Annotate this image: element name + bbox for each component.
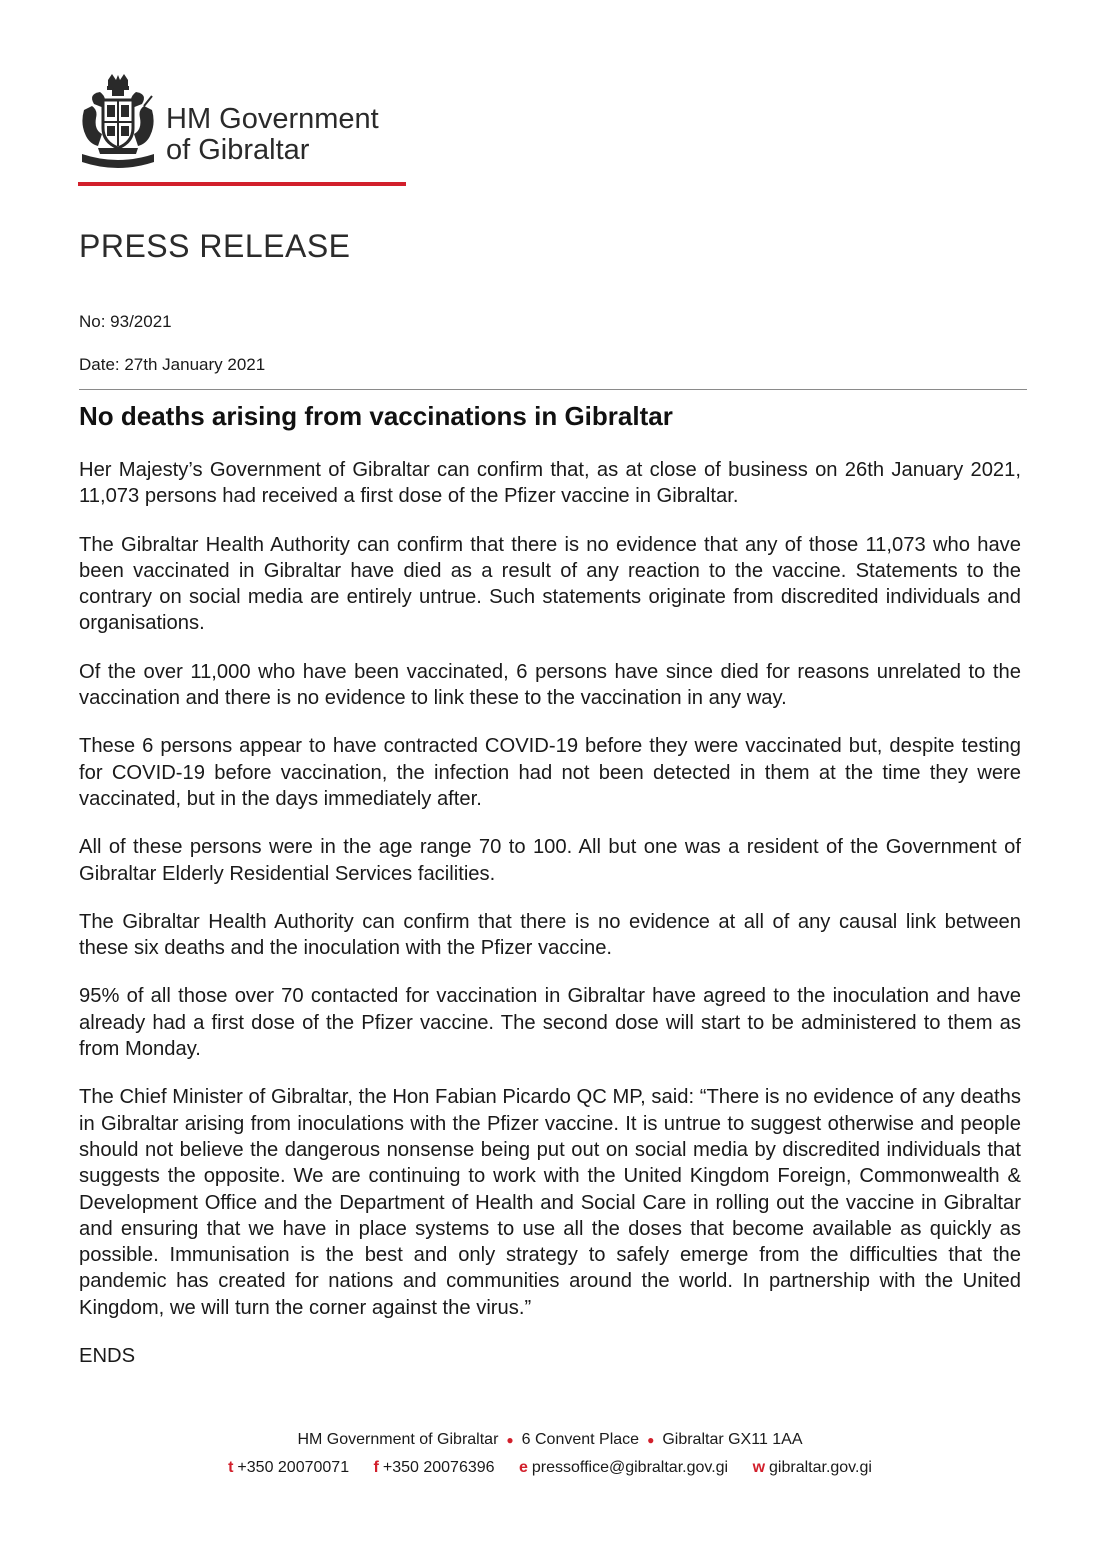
paragraph: All of these persons were in the age range 70 to 100. All but one was a resident of the Government of Gibraltar Elderly Residential Services facilities. xyxy=(79,836,1021,885)
web-letter: w xyxy=(752,1459,766,1476)
footer-street: 6 Convent Place xyxy=(521,1431,640,1448)
release-date: Date: 27th January 2021 xyxy=(79,355,266,374)
footer-website[interactable] xyxy=(743,1459,882,1476)
bullet-icon: ● xyxy=(647,1432,655,1447)
footer-address xyxy=(0,1431,1100,1449)
footer-email[interactable] xyxy=(509,1459,738,1476)
email-letter: e xyxy=(519,1459,528,1476)
telephone-letter: t xyxy=(228,1459,234,1476)
paragraph: These 6 persons appear to have contracted COVID-19 before they were vaccinated but, despite testing for COVID-19 before vaccination, the infection had not been detected in them at the time they were vaccinated, but in the days immediately after. xyxy=(79,735,1021,810)
paragraph: 95% of all those over 70 contacted for vaccination in Gibraltar have agreed to the inoculation and have already had a first dose of the Pfizer vaccine. The second dose will start to be administered to them as from Monday. xyxy=(79,985,1021,1061)
org-name-line2: of Gibraltar xyxy=(166,134,310,166)
footer-org: HM Government of Gibraltar xyxy=(297,1431,499,1448)
footer-fax xyxy=(364,1459,505,1476)
fax-number: +350 20076396 xyxy=(382,1459,495,1476)
fax-letter: f xyxy=(373,1459,379,1476)
footer-city: Gibraltar GX11 1AA xyxy=(662,1431,803,1448)
ends-marker: ENDS xyxy=(79,1345,136,1368)
paragraph: Of the over 11,000 who have been vaccinated, 6 persons have since died for reasons unrelated to the vaccination and there is no evidence to link these to the vaccination in any way. xyxy=(79,660,1021,710)
bullet-icon: ● xyxy=(506,1432,514,1447)
website-address[interactable]: gibraltar.gov.gi xyxy=(769,1459,872,1476)
org-name-line1: HM Government xyxy=(166,103,379,135)
paragraph: The Gibraltar Health Authority can confirm that there is no evidence that any of those 11,073 who have been vaccinated in Gibraltar have died as a result of any reaction to the vaccine. Statements to the contrary on social media are entirely untrue. Such statements originate from discredited individuals and organisations. xyxy=(79,533,1021,635)
headline: No deaths arising from vaccinations in Gibraltar xyxy=(79,401,673,431)
footer-contacts xyxy=(0,1459,1100,1477)
press-release-label: PRESS RELEASE xyxy=(79,228,351,264)
article-body xyxy=(79,457,1021,1391)
telephone-number: +350 20070071 xyxy=(237,1459,350,1476)
organization-name xyxy=(166,104,379,166)
government-logo xyxy=(78,74,408,186)
coat-of-arms-icon xyxy=(78,74,158,176)
logo-red-rule xyxy=(78,182,406,186)
footer-telephone xyxy=(218,1459,359,1476)
release-number: No: 93/2021 xyxy=(79,312,172,331)
header-divider xyxy=(79,389,1027,390)
paragraph: The Gibraltar Health Authority can confirm that there is no evidence at all of any causal link between these six deaths and the inoculation with the Pfizer vaccine. xyxy=(79,910,1021,960)
paragraph: The Chief Minister of Gibraltar, the Hon Fabian Picardo QC MP, said: “There is no evidence of any deaths in Gibraltar arising from inoculations with the Pfizer vaccine. It is untrue to suggest otherwise and people should not believe the dangerous nonsense being put out on social media by discredited individuals that suggests the opposite. We are continuing to work with the United Kingdom Foreign, Commonwealth & Development Office and the Department of Health and Social Care in rolling out the vaccine in Gibraltar and ensuring that we have in place systems to use all the doses that become available as quickly as possible. Immunisation is the best and only strategy to safely emerge from the difficulties that the pandemic has created for nations and communities around the world. In partnership with the United Kingdom, we will turn the corner against the virus.” xyxy=(79,1086,1021,1319)
email-address[interactable]: pressoffice@gibraltar.gov.gi xyxy=(531,1459,729,1476)
paragraph: Her Majesty’s Government of Gibraltar can confirm that, as at close of business on 26th January 2021, 11,073 persons had received a first dose of the Pfizer vaccine in Gibraltar. xyxy=(79,459,1021,508)
